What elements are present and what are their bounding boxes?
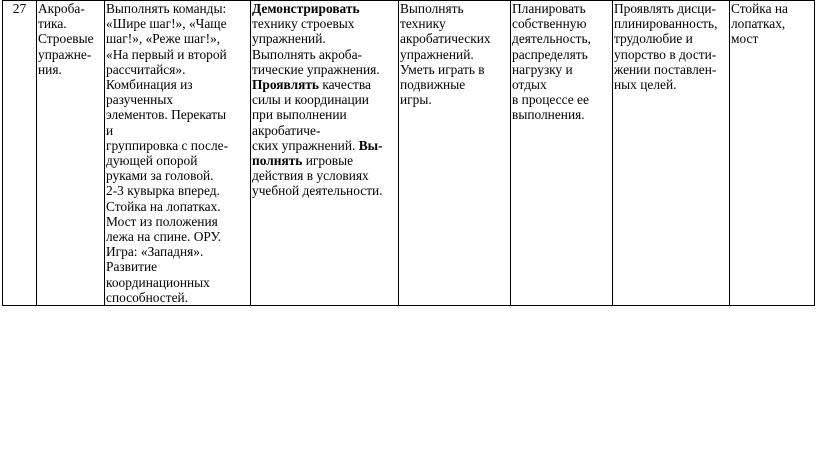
activity-line: Выполнять акроба- [252, 46, 362, 62]
subject-line: игры. [400, 92, 432, 108]
subject-results-cell [399, 1, 511, 306]
content-line: и [106, 122, 114, 138]
topic-line: Акроба- [38, 1, 85, 16]
topic-line: тика. [38, 16, 67, 32]
activity-keyword: Вы- [358, 137, 383, 153]
metasubject-line: собственную [512, 16, 587, 32]
activity-line: силы и координации [252, 92, 369, 108]
content-line: «Шире шаг!», «Чаще [106, 16, 227, 32]
activity-keyword: полнять [252, 153, 303, 169]
content-line: шаг!», «Реже шаг!», [106, 31, 221, 47]
personal-line: ных целей. [614, 77, 677, 93]
content-line: рассчитайся». [106, 61, 186, 77]
activity-line: тические упражнения. [252, 61, 380, 77]
activity-line: технику строевых [252, 16, 355, 32]
activity-line [252, 1, 397, 16]
activity-line: при выполнении [252, 107, 347, 123]
subject-line: технику [400, 16, 446, 32]
content-line: дующей опорой [106, 153, 198, 169]
personal-results-cell [613, 1, 730, 306]
activity-text: игровые [302, 153, 354, 169]
content-line: Развитие [106, 259, 158, 275]
content-line: Игра: «Западня». [106, 244, 204, 260]
activity-text: ских упражнений. [252, 137, 359, 153]
content-line: элементов. Перекаты [106, 107, 227, 123]
activity-line [252, 138, 397, 153]
activity-text: качества [319, 77, 371, 93]
personal-line: трудолюбие и [614, 31, 693, 47]
topic-line: Строевые [38, 31, 94, 47]
metasubject-line: нагрузку и [512, 61, 573, 77]
content-line: лежа на спине. ОРУ. [106, 229, 222, 245]
metasubject-line: выполнения. [512, 107, 585, 123]
control-line: лопатках, [731, 16, 786, 32]
activity-line: акробатиче- [252, 122, 321, 138]
metasubject-line: распределять [512, 46, 588, 62]
activity-line: упражнений. [252, 31, 326, 47]
content-line: 2-3 кувырка вперед. [106, 183, 220, 199]
subject-line: упражнений. [400, 46, 474, 62]
topic-cell [37, 1, 105, 306]
content-cell [105, 1, 251, 306]
activity-keyword: Демонстрировать [252, 1, 360, 16]
topic-line: упражне- [38, 46, 92, 62]
control-cell [730, 1, 815, 306]
content-line: руками за головой. [106, 168, 214, 184]
activity-keyword: Проявлять [252, 77, 320, 93]
metasubject-results-cell [511, 1, 613, 306]
personal-line: плинированность, [614, 16, 718, 32]
subject-line: Выполнять [400, 1, 464, 16]
personal-line: упорство в дости- [614, 46, 717, 62]
content-line: «На первый и второй [106, 46, 227, 62]
personal-line: Проявлять дисци- [614, 1, 716, 16]
lesson-number: 27 [12, 1, 27, 16]
content-line: способностей. [106, 289, 189, 305]
content-line: Мост из положения [106, 213, 218, 229]
topic-line: ния. [38, 61, 62, 77]
metasubject-line: Планировать [512, 1, 586, 16]
activity-line [252, 153, 397, 168]
content-line: Стойка на лопатках. [106, 198, 221, 214]
activity-line: действия в условиях [252, 168, 369, 184]
lesson-number-cell [3, 1, 37, 306]
control-line: мост [731, 31, 759, 47]
metasubject-line: в процессе ее [512, 92, 589, 108]
metasubject-line: деятельность, [512, 31, 591, 47]
content-line: координационных [106, 274, 210, 290]
control-line: Стойка на [731, 1, 788, 16]
metasubject-line: отдых [512, 77, 547, 93]
activity-line: учебной деятельности. [252, 183, 383, 199]
lesson-plan-table [2, 0, 815, 306]
table-row [3, 1, 815, 306]
personal-line: жении поставлен- [614, 61, 717, 77]
content-line: Выполнять команды: [106, 1, 227, 16]
subject-line: акробатических [400, 31, 491, 47]
subject-line: Уметь играть в [400, 61, 485, 77]
activity-line [252, 77, 397, 92]
content-line: Комбинация из [106, 77, 193, 93]
activity-cell [251, 1, 399, 306]
content-line: разученных [106, 92, 174, 108]
subject-line: подвижные [400, 77, 466, 93]
content-line: группировка с после- [106, 137, 229, 153]
